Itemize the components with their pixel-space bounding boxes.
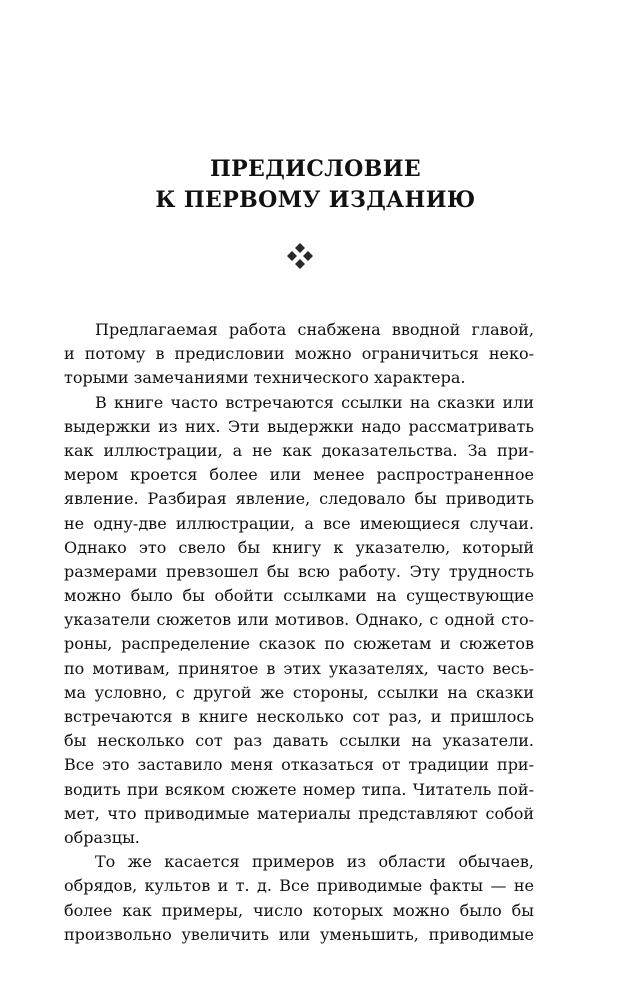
- text-line: произвольно увеличить или уменьшить, приводимые: [64, 924, 534, 944]
- text-line: обрядов, культов и т. д. Все приводимые факты — не: [64, 876, 534, 896]
- text-line: образцы.: [64, 827, 140, 847]
- text-line: и потому в предисловии можно ограничиться неко-: [64, 344, 534, 364]
- text-line: можно было бы обойти ссылками на существующие: [64, 586, 534, 606]
- text-line: роны, распределение сказок по сюжетам и сюжетов: [64, 634, 534, 654]
- text-line: Все это заставило меня отказаться от традиции при-: [64, 755, 534, 775]
- text-line: размерами превзошел бы всю работу. Эту трудность: [64, 561, 534, 581]
- chapter-heading-line-1: ПРЕДИСЛОВИЕ: [209, 156, 422, 182]
- text-line: То же касается примеров из области обычаев,: [95, 852, 534, 872]
- text-line: ма условно, с другой же стороны, ссылки на сказки: [64, 682, 534, 702]
- preface-body: [64, 318, 534, 947]
- text-line: более как примеры, число которых можно было бы: [64, 900, 534, 920]
- text-line: торыми замечаниями технического характера.: [64, 368, 466, 388]
- text-line: выдержки из них. Эти выдержки надо рассматривать: [64, 416, 534, 436]
- text-line: В книге часто встречаются ссылки на сказки или: [95, 392, 534, 412]
- text-line: Однако это свело бы книгу к указателю, который: [64, 537, 534, 557]
- chapter-heading-line-2: К ПЕРВОМУ ИЗДАНИЮ: [155, 187, 476, 213]
- text-line: явление. Разбирая явление, следовало бы приводить: [64, 489, 534, 509]
- text-line: указатели сюжетов или мотивов. Однако, с одной сто-: [64, 610, 534, 630]
- text-line: встречаются в книге несколько сот раз, и пришлось: [64, 707, 534, 726]
- text-line: Предлагаемая работа снабжена вводной главой,: [95, 320, 534, 339]
- text-line: не одну-две иллюстрации, а все имеющиеся случаи.: [64, 513, 534, 533]
- text-line: мет, что приводимые материалы представляют собой: [64, 803, 534, 823]
- text-line: мером кроется более или менее распространенное: [64, 465, 534, 485]
- text-line: бы несколько сот раз давать ссылки на указатели.: [64, 731, 534, 751]
- text-line: по мотивам, принятое в этих указателях, часто весь-: [64, 658, 534, 678]
- diamond-cluster-ornament-icon: [284, 240, 316, 272]
- text-line: как иллюстрации, а не как доказательства. За при-: [64, 440, 534, 460]
- text-line: водить при всяком сюжете номер типа. Читатель пой-: [64, 779, 534, 799]
- chapter-heading: [0, 154, 631, 216]
